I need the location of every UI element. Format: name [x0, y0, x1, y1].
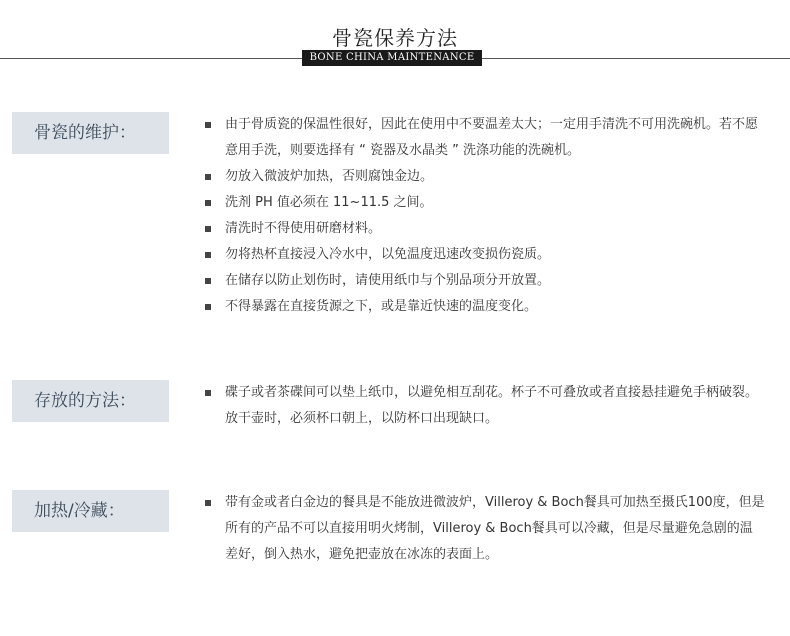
square-bullet-icon [205, 278, 211, 284]
section-label: 存放的方法： [12, 380, 169, 422]
page-title: 骨瓷保养方法 [332, 26, 458, 50]
list-item: 由于骨质瓷的保温性很好，因此在使用中不要温差太大；一定用手清洗不可用洗碗机。若不愿意用手洗，则要选择有 “ 瓷器及水晶类 ” 洗涤功能的洗碗机。 [205, 112, 765, 164]
item-list [205, 112, 765, 320]
section-label: 加热/冷藏： [12, 490, 169, 532]
square-bullet-icon [205, 226, 211, 232]
list-item: 勿放入微波炉加热，否则腐蚀金边。 [205, 164, 765, 190]
list-item: 勿将热杯直接浸入冷水中，以免温度迅速改变损伤瓷质。 [205, 242, 765, 268]
square-bullet-icon [205, 200, 211, 206]
page-subtitle: BONE CHINA MAINTENANCE [302, 50, 482, 66]
list-item: 碟子或者茶碟间可以垫上纸巾，以避免相互刮花。杯子不可叠放或者直接悬挂避免手柄破裂。放干壶时，必须杯口朝上，以防杯口出现缺口。 [205, 380, 765, 432]
square-bullet-icon [205, 252, 211, 258]
list-item: 洗剂 PH 值必须在 11~11.5 之间。 [205, 190, 765, 216]
item-list [205, 490, 765, 568]
square-bullet-icon [205, 174, 211, 180]
item-list [205, 380, 765, 432]
square-bullet-icon [205, 500, 211, 506]
square-bullet-icon [205, 122, 211, 128]
list-item: 不得暴露在直接货源之下，或是靠近快速的温度变化。 [205, 294, 765, 320]
square-bullet-icon [205, 304, 211, 310]
list-item: 在储存以防止划伤时，请使用纸巾与个别品项分开放置。 [205, 268, 765, 294]
section-label: 骨瓷的维护： [12, 112, 169, 154]
list-item: 带有金或者白金边的餐具是不能放进微波炉，Villeroy & Boch餐具可加热至摄氏100度，但是所有的产品不可以直接用明火烤制，Villeroy & Boch餐具可以冷藏，但是尽量避免急剧的温差好，倒入热水，避免把壶放在冰冻的表面上。 [205, 490, 765, 568]
square-bullet-icon [205, 390, 211, 396]
list-item: 清洗时不得使用研磨材料。 [205, 216, 765, 242]
